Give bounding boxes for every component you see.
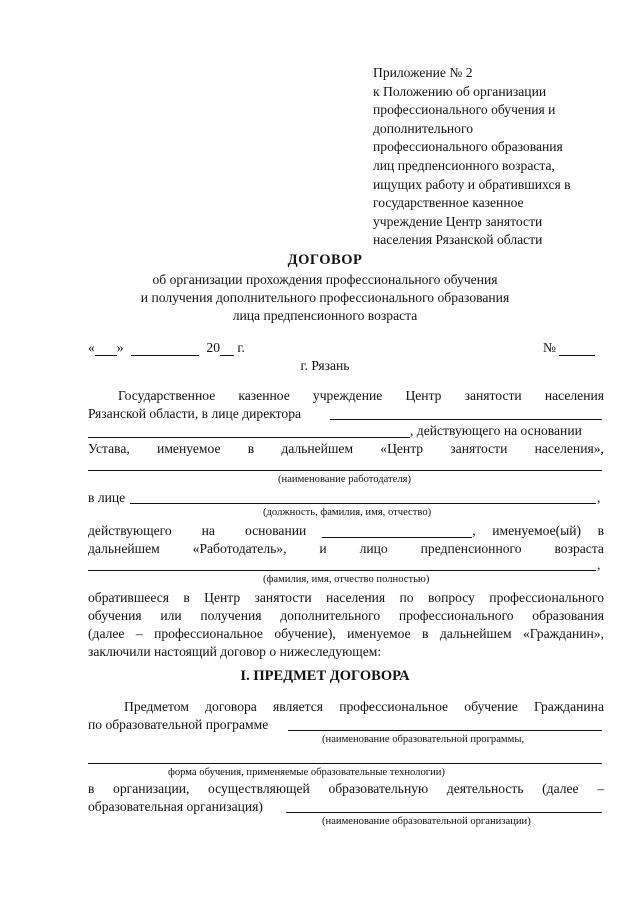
organization-field[interactable] (286, 812, 602, 813)
basis-field[interactable] (322, 523, 472, 538)
appendix-block (373, 64, 613, 250)
appendix-line: к Положению об организации (373, 83, 547, 99)
body-line: дальнейшем «Работодатель», и лицо предпенсионного возраста (88, 541, 604, 556)
body-line: Государственное казенное учреждение Центр занятости населения (118, 388, 604, 403)
appendix-line: профессионального образования (373, 139, 563, 155)
appendix-line: дополнительного (373, 120, 474, 136)
section-line: в организации, осуществляющей образовательную деятельность (далее – (88, 781, 604, 796)
section-line: образовательная организация) (88, 799, 263, 814)
body-line: Устава, именуемое в дальнейшем «Центр занятости населения», (88, 441, 604, 456)
body-paragraph-line: обучения или получения дополнительного профессионального образования (88, 608, 604, 623)
caption-employer: (наименование работодателя) (278, 474, 412, 485)
number-blank (559, 341, 595, 356)
appendix-line: учреждение Центр занятости (373, 213, 543, 229)
city: г. Рязань (300, 358, 350, 373)
program-field[interactable] (288, 730, 602, 731)
program-form-field[interactable] (88, 763, 602, 764)
caption-form: форма обучения, применяемые образовательные технологии) (168, 767, 445, 778)
employer-name-field[interactable] (88, 470, 602, 471)
body-line: действующего на основании , именуемое(ый) в (88, 523, 604, 538)
director-name-field[interactable] (330, 419, 602, 420)
appendix-line: Приложение № 2 (373, 65, 473, 80)
body-paragraph-line: заключили настоящий договор о нижеследующем: (88, 644, 382, 659)
section-title: I. ПРЕДМЕТ ДОГОВОРА (240, 668, 410, 684)
month-blank (131, 341, 199, 356)
appendix-line: лиц предпенсионного возраста, (373, 157, 555, 173)
citizen-name-field[interactable] (88, 570, 596, 571)
appendix-line: государственное казенное (373, 195, 524, 211)
caption-fio: (фамилия, имя, отчество полностью) (263, 574, 430, 585)
caption-program: (наименование образовательной программы, (322, 734, 525, 745)
document-title: ДОГОВОР (287, 252, 363, 268)
document-subtitle-line: об организации прохождения профессионального обучения (152, 272, 498, 287)
document-subtitle-line: и получения дополнительного профессионального образования (140, 290, 510, 305)
body-line: , действующего на основании (410, 423, 582, 438)
caption-org: (наименование образовательной организации) (322, 816, 531, 827)
appendix-line: профессионального обучения и (373, 102, 556, 118)
appendix-line: населения Рязанской области (373, 232, 543, 248)
contract-number: № (543, 340, 595, 356)
representative-field[interactable] (130, 503, 596, 504)
year-blank (220, 341, 234, 356)
body-line: Рязанской области, в лице директора (88, 406, 302, 421)
body-paragraph-line: (далее – профессиональное обучение), именуемое в дальнейшем «Гражданин», (88, 626, 604, 641)
body-paragraph-line: обратившееся в Центр занятости населения по вопросу профессионального (88, 590, 604, 605)
section-line: по образовательной программе (88, 717, 269, 732)
document-subtitle-line: лица предпенсионного возраста (232, 308, 418, 323)
day-blank (95, 341, 117, 356)
body-line: в лице (88, 490, 126, 505)
document-page: Приложение № 2 к Положению об организации профессионального обучения и дополнительного профессионального образования лиц предпенсионного возраста, ищущих работу и обратившихся в государственное казенное учреждение Центр занятости населения Рязанской области ДОГОВОР об организации прохождения профессионального обучения и получения дополнительного профессионального образования лица предпенсионного возраста « » 20 г. № г. Рязань Государственное казенное учреждение Центр занятости населения Рязанской области, в лице директора , действующего на основании Устава, именуемое в дальнейшем «Центр занятости населения», (наименование работодателя) в лице , (должность, фамилия, имя, отчество) действующего на основании , именуемое(ый) в дальнейшем «Работодатель», и лицо предпенсионного возраста , (фамилия, имя, отчество полностью) обратившееся в Центр занятости населения по вопросу профессионального обучения или получения дополнительного профессионального образования (далее – профессиональное обучение), именуемое в дальнейшем «Гражданин», заключили настоящий договор о нижеследующем: I. ПРЕДМЕТ ДОГОВОРА Предметом договора является профессиональное обучение Гражданина по образовательной программе (наименование образовательной программы, форма обучения, применяемые образовательные технологии) в организации, осуществляющей образовательную деятельность (далее – образовательная организация) (наименование образовательной организации) (0, 0, 640, 905)
director-name-field-cont[interactable] (88, 437, 410, 438)
contract-date: « » 20 г. (88, 340, 245, 355)
caption-position: (должность, фамилия, имя, отчество) (263, 507, 432, 518)
section-line: Предметом договора является профессиональное обучение Гражданина (124, 699, 604, 714)
appendix-line: ищущих работу и обратившихся в (373, 176, 571, 192)
